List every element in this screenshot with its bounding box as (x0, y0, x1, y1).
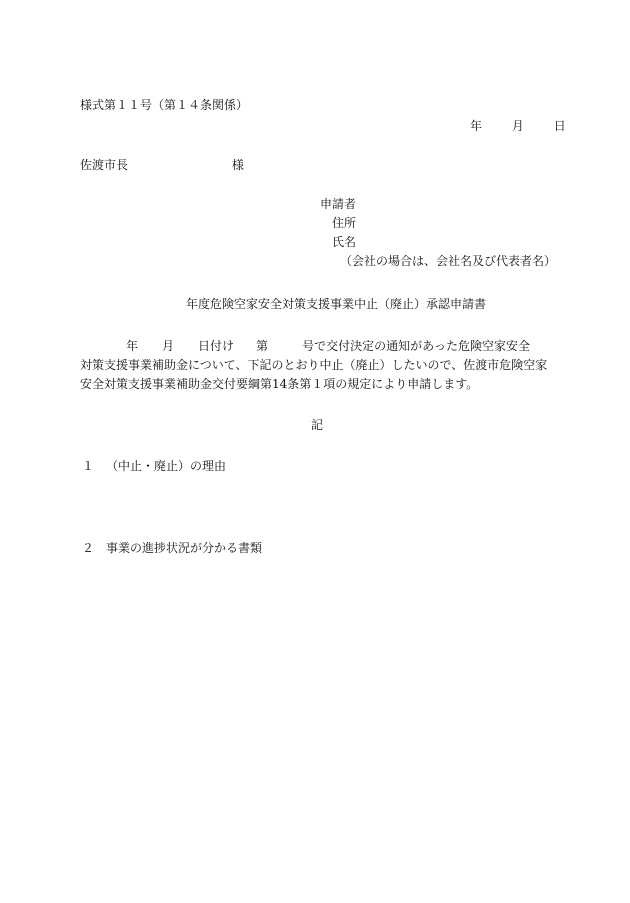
applicant-name-label: 氏名 (332, 235, 357, 249)
addressee-honorific: 様 (231, 158, 244, 172)
item-text: 事業の進捗状況が分かる書類 (106, 541, 263, 555)
list-item (82, 541, 262, 555)
body-text (80, 337, 555, 394)
body-dai: 第 (256, 339, 269, 353)
addressee-name: 佐渡市長 (80, 158, 129, 172)
date-year-label: 年 (470, 119, 483, 133)
body-line-2: 対策支援事業補助金について、下記のとおり中止（廃止）したいので、佐渡市危険空家 (80, 358, 548, 372)
addressee (80, 158, 244, 172)
item-number: ２ (82, 541, 95, 555)
body-month: 月 (162, 339, 175, 353)
applicant-address-label: 住所 (332, 216, 357, 230)
item-text: （中止・廃止）の理由 (106, 459, 227, 473)
item-number: １ (82, 459, 95, 473)
body-line-1 (80, 337, 555, 356)
list-item (82, 459, 226, 473)
body-day: 日付け (198, 339, 235, 353)
applicant-label: 申請者 (320, 197, 357, 211)
form-number: 様式第１１号（第１４条関係） (80, 98, 249, 112)
date-month-label: 月 (511, 119, 524, 133)
ki-heading: 記 (311, 418, 324, 432)
body-line-3: 安全対策支援事業補助金交付要綱第14条第１項の規定により申請します。 (80, 377, 479, 391)
applicant-note: （会社の場合は、会社名及び代表者名） (340, 254, 557, 268)
document-title: 年度危険空家安全対策支援事業中止（廃止）承認申請書 (186, 297, 487, 311)
date-line (470, 119, 566, 133)
date-day-label: 日 (553, 119, 566, 133)
body-line-1-rest: 号で交付決定の通知があった危険空家安全 (302, 339, 530, 353)
body-year: 年 (126, 339, 139, 353)
applicant-block (320, 197, 556, 273)
